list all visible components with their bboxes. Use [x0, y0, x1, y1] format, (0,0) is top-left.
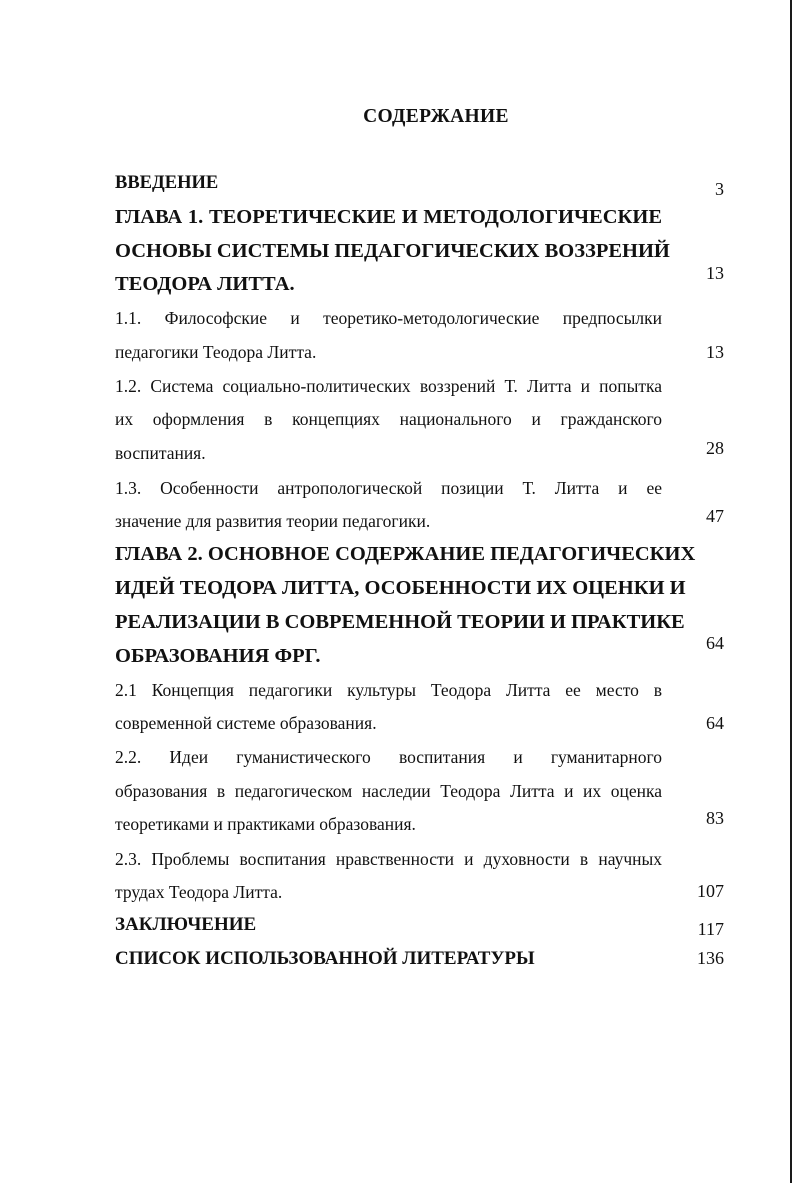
toc-section-1-2-line3: воспитания.: [115, 443, 206, 463]
toc-section-2-1-line1: 2.1 Концепция педагогики культуры Теодора Литта ее место в: [115, 680, 662, 700]
page-number-section-2-2: 83: [706, 808, 724, 828]
toc-chapter1-line1: ГЛАВА 1. ТЕОРЕТИЧЕСКИЕ И МЕТОДОЛОГИЧЕСКИЕ: [115, 206, 662, 228]
toc-section-2-3-line2: трудах Теодора Литта.: [115, 882, 283, 902]
toc-section-2-1-line2: современной системе образования.: [115, 713, 377, 733]
page-number-section-2-1: 64: [706, 713, 724, 733]
toc-section-1-2-line1: 1.2. Система социально-политических воззрений Т. Литта и попытка: [115, 376, 662, 396]
toc-section-1-1-line2: педагогики Теодора Литта.: [115, 342, 317, 362]
page-number-chapter1: 13: [706, 263, 724, 283]
page-number-bibliography: 136: [697, 948, 724, 968]
toc-section-2-2-line3: теоретиками и практиками образования.: [115, 814, 416, 834]
toc-chapter1-line2: ОСНОВЫ СИСТЕМЫ ПЕДАГОГИЧЕСКИХ ВОЗЗРЕНИЙ: [115, 240, 670, 262]
toc-entry-bibliography: СПИСОК ИСПОЛЬЗОВАННОЙ ЛИТЕРАТУРЫ: [115, 948, 535, 969]
toc-chapter1-line3: ТЕОДОРА ЛИТТА.: [115, 273, 295, 295]
page-number-conclusion: 117: [697, 919, 724, 939]
page-number-chapter2: 64: [706, 633, 724, 653]
page-number-section-2-3: 107: [697, 881, 724, 901]
toc-chapter2-line3: РЕАЛИЗАЦИИ В СОВРЕМЕННОЙ ТЕОРИИ И ПРАКТИКЕ: [115, 611, 685, 633]
toc-entry-introduction: ВВЕДЕНИЕ: [115, 173, 219, 193]
toc-chapter2-line2: ИДЕЙ ТЕОДОРА ЛИТТА, ОСОБЕННОСТИ ИХ ОЦЕНКИ И: [115, 577, 686, 599]
toc-section-1-1-line1: 1.1. Философские и теоретико-методологические предпосылки: [115, 308, 662, 328]
toc-section-1-3-line1: 1.3. Особенности антропологической позиции Т. Литта и ее: [115, 478, 662, 498]
toc-entry-conclusion: ЗАКЛЮЧЕНИЕ: [115, 914, 257, 935]
page-title: СОДЕРЖАНИЕ: [363, 106, 509, 127]
toc-section-2-2-line2: образования в педагогическом наследии Теодора Литта и их оценка: [115, 781, 662, 801]
page-number-section-1-2: 28: [706, 438, 724, 458]
toc-section-2-2-line1: 2.2. Идеи гуманистического воспитания и гуманитарного: [115, 747, 662, 767]
toc-section-2-3-line1: 2.3. Проблемы воспитания нравственности и духовности в научных: [115, 849, 662, 869]
page-number-section-1-1: 13: [706, 342, 724, 362]
toc-chapter2-line4: ОБРАЗОВАНИЯ ФРГ.: [115, 645, 321, 667]
toc-section-1-3-line2: значение для развития теории педагогики.: [115, 511, 431, 531]
toc-chapter2-line1: ГЛАВА 2. ОСНОВНОЕ СОДЕРЖАНИЕ ПЕДАГОГИЧЕСКИХ: [115, 543, 696, 565]
toc-section-1-2-line2: их оформления в концепциях национального и гражданского: [115, 409, 662, 429]
page-number-introduction: 3: [715, 179, 724, 199]
page-number-section-1-3: 47: [706, 506, 724, 526]
